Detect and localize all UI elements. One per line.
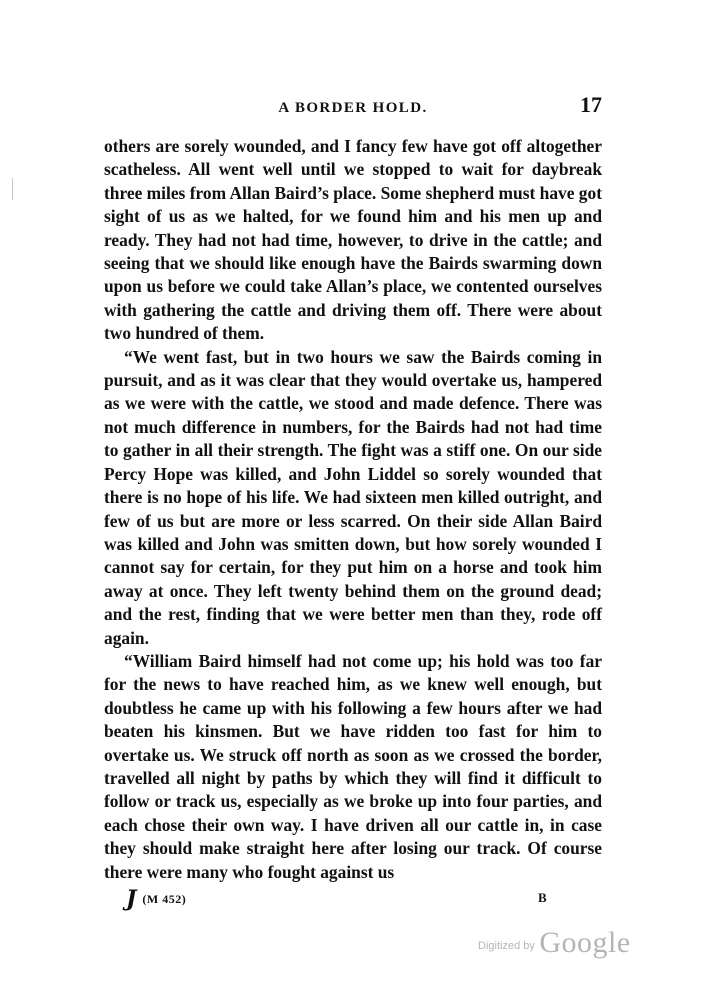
running-title: A BORDER HOLD. <box>278 100 428 116</box>
watermark-logo: Google <box>539 926 631 959</box>
printer-signature <box>126 886 186 912</box>
margin-scan-mark <box>12 178 13 200</box>
page-number: 17 <box>580 92 602 117</box>
paragraph-1: others are sorely wounded, and I fancy few have got off altogether scatheless. All went well until we stopped to wait for daybreak three miles from Allan Baird’s place. Some shepherd must have got sight of us as we halted, for we found him and his men up and ready. They had not had time, however, to drive in the cattle; and seeing that we should like enough have the Bairds swarming down upon us before we could take Allan’s place, we contented ourselves with gathering the cattle and driving them off. There were about two hundred of them. <box>104 136 602 344</box>
body-text <box>104 135 602 884</box>
paragraph-3: “William Baird himself had not come up; his hold was too far for the news to have reached him, as we knew well enough, but doubtless he came up with his following a few hours after we had beaten his kinsmen. But we have ridden too fast for him to overtake us. We struck off north as soon as we crossed the border, travelled all night by paths by which they will find it difficult to follow or track us, especially as we broke up into four parties, and each chose their own way. I have driven all our cattle in, in case they should make straight here after losing our track. Of course there were many who fought against us <box>104 650 602 882</box>
signature-code: (M 452) <box>142 892 187 906</box>
running-head <box>104 92 602 120</box>
digitized-watermark <box>478 926 631 960</box>
signature-mark: J <box>126 886 137 912</box>
paragraph-2: “We went fast, but in two hours we saw the Bairds coming in pursuit, and as it was clear that they would overtake us, hampered as we were with the cattle, we stood and made defence. There was not much difference in numbers, for the Bairds had not had time to gather in all their strength. The fight was a stiff one. On our side Percy Hope was killed, and John Liddel so sorely wounded that there is no hope of his life. We had sixteen men killed outright, and few of us but are more or less scarred. On their side Allan Baird was killed and John was smitten down, but how sorely wounded I cannot say for certain, for they put him on a horse and took him away at once. They left twenty behind them on the ground dead; and the rest, finding that we were better men than they, rode off again. <box>104 346 602 648</box>
watermark-prefix: Digitized by <box>478 940 535 952</box>
signature-letter: B <box>538 890 547 905</box>
